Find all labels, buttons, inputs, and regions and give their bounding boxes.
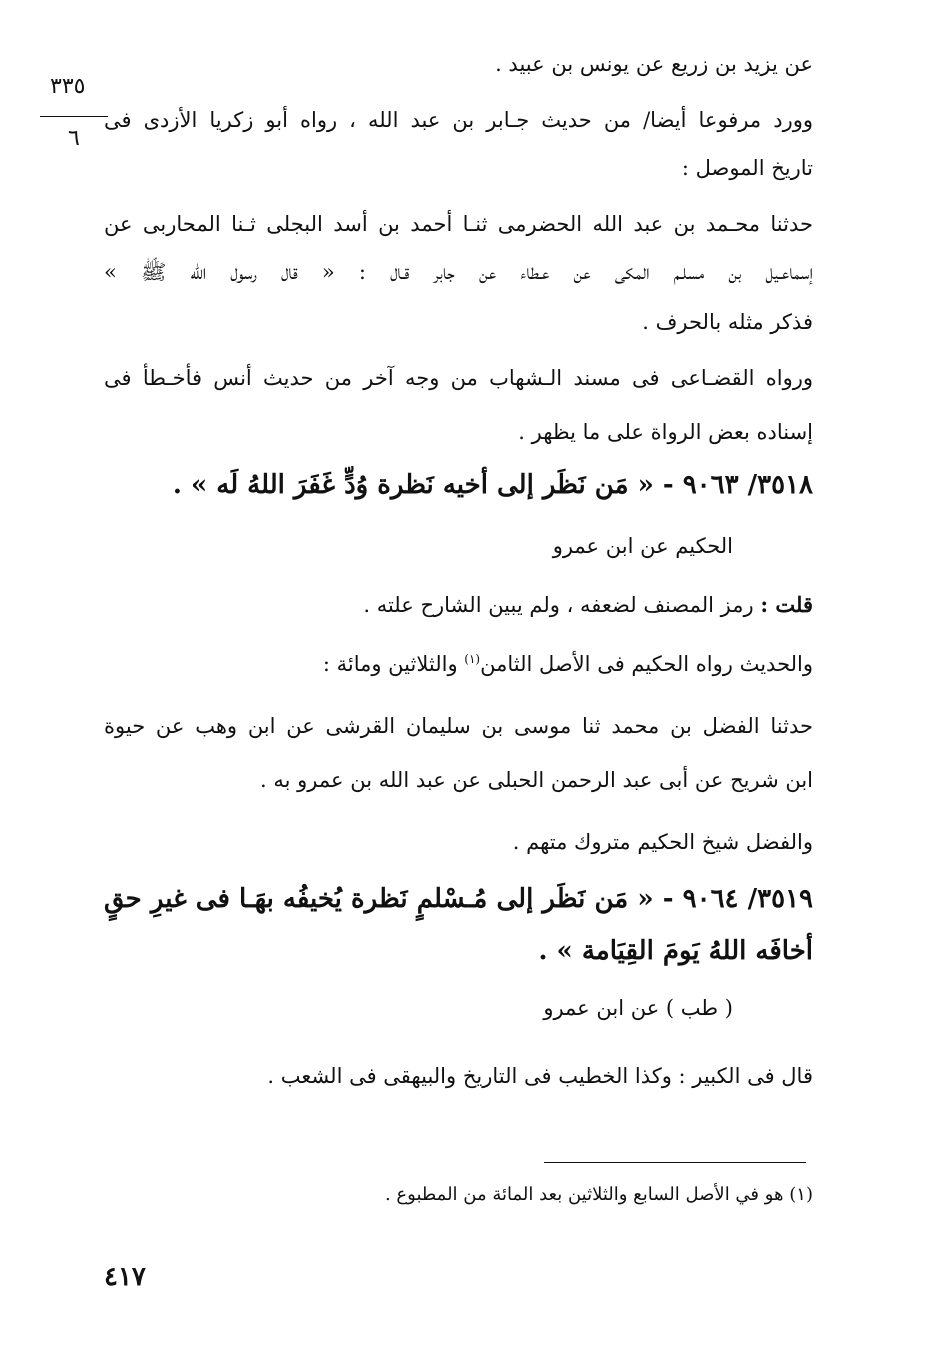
hadith-3519-line-2: أخافَه اللهُ يَومَ القِيَامة » .	[538, 936, 813, 966]
comment-text: رمز المصنف لضعفه ، ولم يبين الشارح علته .	[363, 593, 761, 617]
footnote: (١) هو في الأصل السابع والثلاثين بعد المائة من المطبوع .	[384, 1184, 813, 1205]
text-line-12: حدثنا الفضل بن محمد ثنا موسى بن سليمان القرشى عن ابن وهب عن حيوة	[104, 714, 813, 738]
footnote-rule	[544, 1162, 806, 1163]
text-line-13: ابن شريح عن أبى عبد الرحمن الحبلى عن عبد الله بن عمرو به .	[260, 768, 813, 792]
text-line-8: إسناده بعض الرواة على ما يظهر .	[518, 420, 813, 444]
text-line-7: ورواه القضـاعى فى مسند الـشهاب من وجه آخر من حديث أنس فأخـطأ فى	[104, 366, 813, 390]
hadith-3518: ٣٥١٨/ ٩٠٦٣ - « مَن نَظَر إلى أخيه نَظرة وُدٍّ غَفَرَ اللهُ لَه » .	[172, 470, 813, 500]
text-line-16: قال فى الكبير : وكذا الخطيب فى التاريخ والبيهقى فى الشعب .	[267, 1064, 813, 1088]
margin-line-number: ٦	[68, 126, 80, 151]
text-line-4: حدثنا محـمد بن عبد الله الحضرمى ثنـا أحمد بن أسد البجلى ثـنا المحاربى عن	[104, 212, 813, 236]
text-line-11-a: والحديث رواه الحكيم فى الأصل الثامن	[480, 652, 813, 676]
text-line-11-b: والثلاثين ومائة :	[322, 652, 465, 676]
hadith-3519-line-1: ٣٥١٩/ ٩٠٦٤ - « مَن نَظَر إلى مُـسْلمٍ نَظرة يُخيفُه بهَـا فى غيرِ حقٍ	[104, 884, 813, 914]
page-number: ٤١٧	[104, 1262, 146, 1292]
text-line-6: فذكر مثله بالحرف .	[642, 310, 813, 334]
text-line-11	[323, 652, 813, 677]
source-line-1: الحكيم عن ابن عمرو	[552, 534, 733, 558]
source-line-2: ( طب ) عن ابن عمرو	[543, 996, 733, 1020]
text-line-14: والفضل شيخ الحكيم متروك متهم .	[512, 830, 813, 854]
text-line-1: عن يزيد بن زريع عن يونس بن عبيد .	[495, 52, 813, 76]
text-line-5: إسماعـيل بن مسلـم المكى عن عـطاء عن جابر قـال : « قال رسول الله ﷺ »	[104, 260, 813, 284]
comment-label: قلت :	[760, 592, 813, 617]
text-line-3: تاريخ الموصل :	[681, 156, 813, 180]
footnote-marker: (١)	[464, 652, 481, 666]
text-line-2: وورد مرفوعا أيضا/ من حديث جـابر بن عبد الله ، رواه أبو زكريا الأزدى فى	[104, 108, 813, 132]
margin-page-number: ٣٣٥	[50, 74, 86, 99]
comment-line	[363, 592, 813, 618]
margin-rule	[40, 116, 108, 117]
